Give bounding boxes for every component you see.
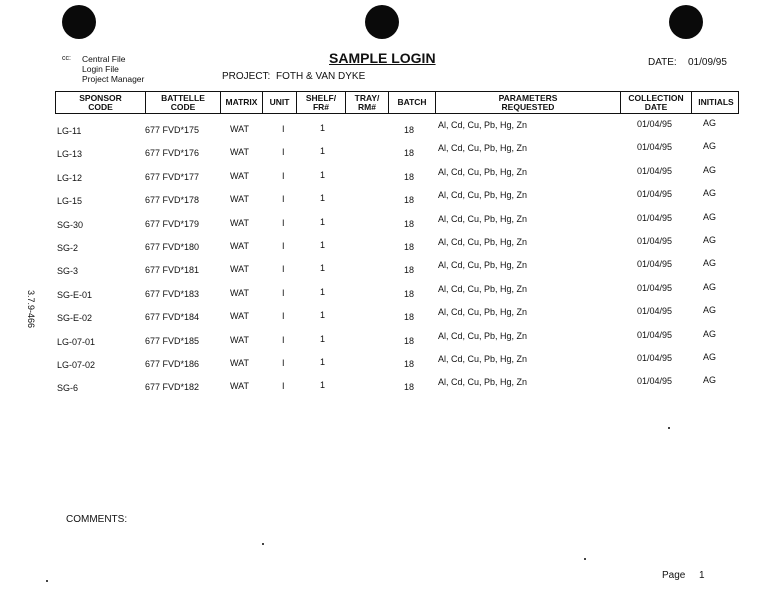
cell-batch: 18 — [404, 359, 415, 369]
cell-matrix: WAT — [230, 287, 249, 298]
column-header-initials: INITIALS — [698, 97, 734, 107]
punch-hole — [62, 5, 96, 39]
cell-batch: 18 — [404, 242, 415, 252]
cell-initials: AG — [703, 281, 717, 292]
cell-unit: I — [282, 194, 285, 205]
cell-params: Al, Cd, Cu, Pb, Hg, Zn — [438, 143, 528, 154]
scan-speck — [584, 558, 586, 560]
date-value: 01/09/95 — [688, 57, 727, 68]
cell-unit: I — [282, 147, 285, 158]
cell-unit: I — [282, 170, 285, 181]
cell-unit: I — [282, 358, 285, 368]
scan-speck — [46, 580, 48, 582]
cell-date: 01/04/95 — [637, 142, 673, 153]
cell-params: Al, Cd, Cu, Pb, Hg, Zn — [438, 260, 528, 271]
cell-battelle: 677 FVD*181 — [145, 265, 200, 276]
cell-date: 01/04/95 — [637, 306, 673, 317]
cell-params: Al, Cd, Cu, Pb, Hg, Zn — [438, 190, 528, 201]
cell-sponsor: SG-2 — [57, 243, 79, 253]
cell-params: Al, Cd, Cu, Pb, Hg, Zn — [438, 213, 528, 224]
column-header-tray: TRAY/ RM# — [346, 92, 389, 113]
cell-battelle: 677 FVD*176 — [145, 148, 200, 159]
cell-initials: AG — [703, 211, 717, 222]
cell-sponsor: LG-13 — [57, 149, 83, 160]
cell-shelf: 1 — [320, 146, 326, 157]
cell-unit: I — [282, 334, 285, 345]
cell-initials: AG — [703, 352, 717, 362]
cell-sponsor: SG-E-02 — [57, 313, 93, 324]
cell-params: Al, Cd, Cu, Pb, Hg, Zn — [438, 330, 528, 341]
cell-unit: I — [282, 264, 285, 275]
cell-initials: AG — [703, 235, 717, 245]
cell-batch: 18 — [404, 148, 415, 159]
cell-params: Al, Cd, Cu, Pb, Hg, Zn — [438, 120, 528, 130]
cell-batch: 18 — [404, 382, 415, 393]
cell-shelf: 1 — [320, 380, 326, 391]
cc-item: Login File — [82, 64, 119, 74]
cell-date: 01/04/95 — [637, 119, 673, 129]
cell-params: Al, Cd, Cu, Pb, Hg, Zn — [438, 354, 528, 364]
cell-batch: 18 — [404, 218, 415, 229]
cell-matrix: WAT — [230, 264, 249, 275]
date-label: DATE: — [648, 57, 677, 68]
cell-sponsor: LG-12 — [57, 172, 83, 183]
cell-unit: I — [282, 241, 285, 251]
cc-item: Central File — [82, 54, 126, 64]
cell-matrix: WAT — [230, 124, 249, 134]
cell-params: Al, Cd, Cu, Pb, Hg, Zn — [438, 307, 528, 318]
cell-date: 01/04/95 — [637, 259, 673, 270]
cell-initials: AG — [703, 164, 717, 175]
column-header-params: PARAMETERS REQUESTED — [436, 92, 621, 113]
cell-matrix: WAT — [230, 241, 249, 251]
cell-matrix: WAT — [230, 147, 249, 158]
cell-sponsor: SG-30 — [57, 219, 84, 230]
cell-matrix: WAT — [230, 194, 249, 205]
cell-date: 01/04/95 — [637, 282, 673, 293]
cell-battelle: 677 FVD*182 — [145, 382, 200, 393]
cell-unit: I — [282, 217, 285, 228]
column-header-batch: BATCH — [389, 92, 436, 113]
project-value: FOTH & VAN DYKE — [276, 71, 366, 82]
cell-battelle: 677 FVD*180 — [145, 242, 200, 252]
cell-battelle: 677 FVD*177 — [145, 171, 200, 182]
cc-item: Project Manager — [82, 74, 145, 84]
cell-shelf: 1 — [320, 333, 326, 344]
cell-shelf: 1 — [320, 286, 326, 297]
cell-battelle: 677 FVD*186 — [145, 359, 200, 369]
cell-shelf: 1 — [320, 123, 326, 133]
cell-unit: I — [282, 287, 285, 298]
cell-shelf: 1 — [320, 263, 326, 274]
column-header-shelf: SHELF/ FR# — [297, 92, 346, 113]
cell-matrix: WAT — [230, 311, 249, 322]
cell-battelle: 677 FVD*183 — [145, 288, 200, 299]
cell-battelle: 677 FVD*178 — [145, 195, 200, 206]
cell-matrix: WAT — [230, 381, 249, 392]
cell-initials: AG — [703, 328, 717, 339]
cell-params: Al, Cd, Cu, Pb, Hg, Zn — [438, 377, 528, 388]
cell-date: 01/04/95 — [637, 329, 673, 340]
cell-shelf: 1 — [320, 310, 326, 321]
cell-shelf: 1 — [320, 169, 326, 180]
cell-sponsor: LG-07-02 — [57, 360, 96, 370]
cc-label: cc: — [62, 55, 71, 62]
cell-matrix: WAT — [230, 170, 249, 181]
cell-batch: 18 — [404, 195, 415, 206]
column-header-date: COLLECTION DATE — [621, 92, 692, 113]
comments-label: COMMENTS: — [66, 514, 128, 525]
cell-date: 01/04/95 — [637, 212, 673, 223]
scan-speck — [668, 427, 670, 429]
cell-batch: 18 — [404, 312, 415, 323]
cell-unit: I — [282, 311, 285, 322]
cell-shelf: 1 — [320, 216, 326, 227]
cell-battelle: 677 FVD*185 — [145, 335, 200, 346]
cell-initials: AG — [703, 375, 717, 386]
cell-params: Al, Cd, Cu, Pb, Hg, Zn — [438, 283, 528, 294]
cell-date: 01/04/95 — [637, 376, 673, 387]
cell-matrix: WAT — [230, 217, 249, 228]
cell-initials: AG — [703, 141, 717, 152]
cell-initials: AG — [703, 188, 717, 199]
cell-initials: AG — [703, 118, 717, 128]
cell-batch: 18 — [404, 125, 415, 135]
cc-list — [82, 54, 144, 84]
cell-batch: 18 — [404, 288, 415, 299]
cell-shelf: 1 — [320, 357, 326, 367]
page-label: Page — [662, 570, 686, 581]
punch-hole — [365, 5, 399, 39]
cell-sponsor: LG-11 — [57, 126, 82, 136]
page-number: 1 — [699, 570, 705, 581]
cell-unit: I — [282, 124, 285, 134]
cell-date: 01/04/95 — [637, 189, 673, 200]
cell-shelf: 1 — [320, 240, 326, 250]
cell-initials: AG — [703, 305, 717, 316]
cell-date: 01/04/95 — [637, 236, 673, 246]
column-header-matrix: MATRIX — [221, 92, 263, 113]
handwritten-note: 3.7.9-466 — [26, 290, 36, 329]
cell-sponsor: LG-15 — [57, 196, 83, 207]
cell-sponsor: LG-07-01 — [57, 336, 96, 347]
cell-matrix: WAT — [230, 334, 249, 345]
cell-battelle: 677 FVD*179 — [145, 218, 200, 229]
cell-date: 01/04/95 — [637, 165, 673, 176]
cell-params: Al, Cd, Cu, Pb, Hg, Zn — [438, 237, 528, 247]
cell-sponsor: SG-E-01 — [57, 289, 93, 300]
cell-sponsor: SG-3 — [57, 266, 79, 277]
cell-date: 01/04/95 — [637, 353, 673, 363]
column-header-unit: UNIT — [263, 92, 297, 113]
column-header-sponsor: SPONSOR CODE — [56, 92, 146, 113]
table-header — [55, 91, 739, 114]
cell-unit: I — [282, 381, 285, 392]
cell-params: Al, Cd, Cu, Pb, Hg, Zn — [438, 166, 528, 177]
cell-batch: 18 — [404, 171, 415, 182]
cell-matrix: WAT — [230, 358, 249, 368]
project-label: PROJECT: — [222, 71, 271, 82]
cell-initials: AG — [703, 258, 717, 269]
cell-sponsor: SG-6 — [57, 383, 79, 394]
column-header-battelle: BATTELLE CODE — [146, 92, 221, 113]
cell-shelf: 1 — [320, 193, 326, 204]
page-title: SAMPLE LOGIN — [329, 50, 436, 66]
punch-hole — [669, 5, 703, 39]
cell-batch: 18 — [404, 265, 415, 276]
cell-batch: 18 — [404, 335, 415, 346]
scan-speck — [262, 543, 264, 545]
cell-battelle: 677 FVD*175 — [145, 125, 200, 135]
cell-battelle: 677 FVD*184 — [145, 312, 200, 323]
